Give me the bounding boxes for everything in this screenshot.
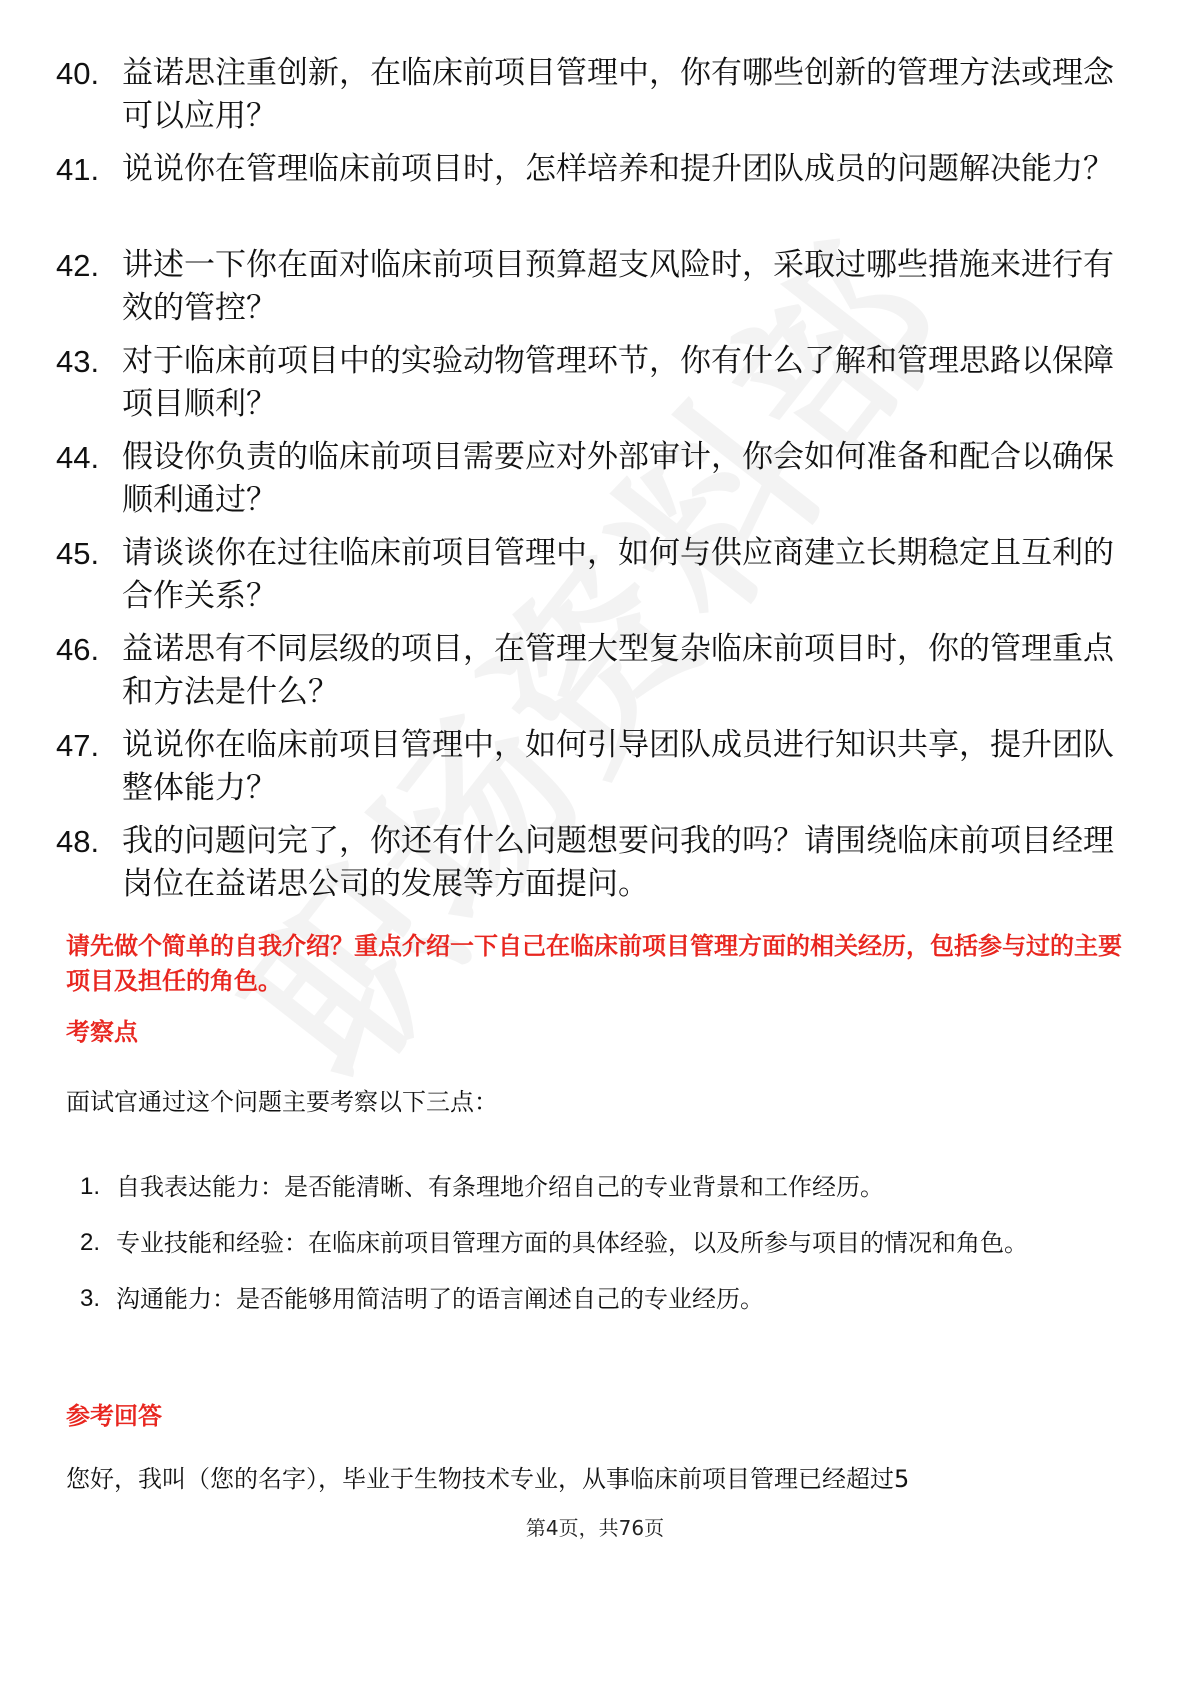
question-number: 45. (56, 536, 100, 571)
question-number: 46. (56, 632, 100, 667)
question-number: 42. (56, 248, 100, 283)
question-text: 说说你在管理临床前项目时，怎样培养和提升团队成员的问题解决能力？ (122, 151, 1114, 187)
question-item (56, 532, 1126, 618)
question-item (56, 148, 1126, 234)
page-footer: 第4页，共76页 (525, 1516, 665, 1540)
question-text: 请谈谈你在过往临床前项目管理中，如何与供应商建立长期稳定且互利的合作关系？ (122, 535, 1114, 614)
point-text: 专业技能和经验：在临床前项目管理方面的具体经验，以及所参与项目的情况和角色。 (116, 1229, 1028, 1257)
inspect-points-list (80, 1163, 1130, 1331)
question-number: 40. (56, 56, 100, 91)
question-list (56, 52, 1126, 916)
inspect-intro: 面试官通过这个问题主要考察以下三点： (66, 1088, 498, 1116)
answer-heading: 参考回答 (66, 1402, 162, 1430)
question-text: 益诺思有不同层级的项目，在管理大型复杂临床前项目时，你的管理重点和方法是什么？ (122, 631, 1114, 710)
answer-text: 您好，我叫（您的名字），毕业于生物技术专业，从事临床前项目管理已经超过5 (66, 1465, 910, 1493)
point-number: 1. (80, 1173, 101, 1200)
question-text: 我的问题问完了，你还有什么问题想要问我的吗？请围绕临床前项目经理岗位在益诺思公司的发展等方面提问。 (122, 823, 1114, 902)
inspect-heading: 考察点 (66, 1018, 138, 1046)
question-item (56, 340, 1126, 426)
question-text: 说说你在临床前项目管理中，如何引导团队成员进行知识共享，提升团队整体能力？ (122, 727, 1114, 806)
list-item (80, 1219, 1130, 1267)
question-item (56, 820, 1126, 906)
point-text: 沟通能力：是否能够用简洁明了的语言阐述自己的专业经历。 (116, 1285, 764, 1313)
question-item (56, 724, 1126, 810)
question-number: 47. (56, 728, 100, 763)
question-number: 44. (56, 440, 100, 475)
question-item (56, 244, 1126, 330)
question-text: 讲述一下你在面对临床前项目预算超支风险时，采取过哪些措施来进行有效的管控？ (122, 247, 1114, 326)
question-text: 假设你负责的临床前项目需要应对外部审计，你会如何准备和配合以确保顺利通过？ (122, 439, 1114, 518)
point-text: 自我表达能力：是否能清晰、有条理地介绍自己的专业背景和工作经历。 (116, 1173, 884, 1201)
question-item (56, 436, 1126, 522)
question-number: 48. (56, 824, 100, 859)
highlight-question: 请先做个简单的自我介绍？重点介绍一下自己在临床前项目管理方面的相关经历，包括参与过的主要项目及担任的角色。 (66, 932, 1122, 995)
list-item (80, 1275, 1130, 1323)
question-item (56, 52, 1126, 138)
list-item (80, 1163, 1130, 1211)
point-number: 2. (80, 1229, 101, 1256)
question-item (56, 628, 1126, 714)
question-text: 益诺思注重创新，在临床前项目管理中，你有哪些创新的管理方法或理念可以应用？ (122, 55, 1114, 134)
question-number: 43. (56, 344, 100, 379)
question-text: 对于临床前项目中的实验动物管理环节，你有什么了解和管理思路以保障项目顺利？ (122, 343, 1114, 422)
question-number: 41. (56, 152, 100, 187)
point-number: 3. (80, 1285, 101, 1312)
